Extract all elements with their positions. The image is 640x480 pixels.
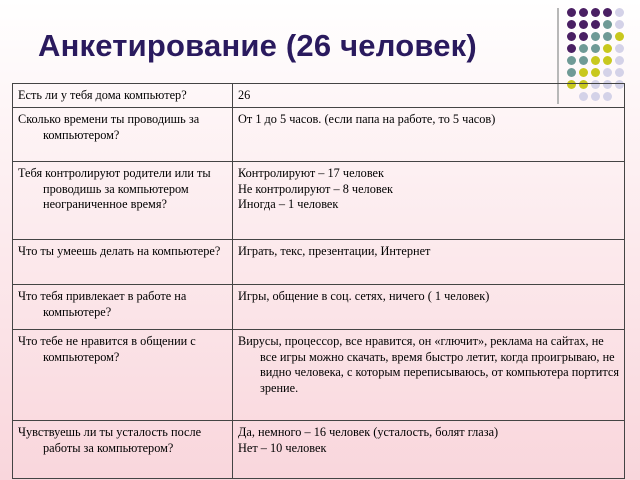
decorative-dot <box>615 20 624 29</box>
decorative-dot <box>591 68 600 77</box>
answer-line: Иногда – 1 человек <box>238 197 339 211</box>
answer-line: От 1 до 5 часов. (если папа на работе, то 5 часов) <box>238 112 496 126</box>
question-cell: Что тебе не нравится в общении с компьютером? <box>13 330 233 421</box>
decorative-dot <box>579 32 588 41</box>
decorative-dot <box>603 8 612 17</box>
table-row <box>13 108 625 162</box>
question-cell: Что ты умеешь делать на компьютере? <box>13 240 233 285</box>
answer-cell <box>233 108 625 162</box>
decorative-dot <box>567 56 576 65</box>
answer-line: Да, немного – 16 человек (усталость, болят глаза) <box>238 425 499 439</box>
decorative-dot <box>579 56 588 65</box>
table-row <box>13 84 625 108</box>
survey-table <box>12 83 625 479</box>
page-title: Анкетирование (26 человек) <box>38 28 477 63</box>
table-row <box>13 330 625 421</box>
answer-line: Играть, текс, презентации, Интернет <box>238 244 431 258</box>
question-cell: Есть ли у тебя дома компьютер? <box>13 84 233 108</box>
decorative-dot <box>615 32 624 41</box>
answer-cell <box>233 285 625 330</box>
answer-line: Контролируют – 17 человек <box>238 166 384 180</box>
decorative-dot <box>615 44 624 53</box>
answer-line: Вирусы, процессор, все нравится, он «глючит», реклама на сайтах, не все игры можно скачать, время быстро летит, когда проигрываю, не видно человека, с которым переписываюсь, от компьютера портится зрение. <box>238 334 619 395</box>
decorative-dot <box>567 68 576 77</box>
answer-cell <box>233 162 625 240</box>
decorative-dot <box>567 8 576 17</box>
survey-table-body <box>13 84 625 479</box>
answer-line: 26 <box>238 88 251 102</box>
decorative-dot <box>591 20 600 29</box>
answer-cell <box>233 330 625 421</box>
decorative-dot <box>591 8 600 17</box>
decorative-dot <box>567 44 576 53</box>
decorative-dot <box>603 56 612 65</box>
decorative-dot <box>591 44 600 53</box>
decorative-dot <box>567 20 576 29</box>
decorative-dot <box>603 32 612 41</box>
decorative-dot <box>615 68 624 77</box>
question-cell: Сколько времени ты проводишь за компьютером? <box>13 108 233 162</box>
answer-line: Игры, общение в соц. сетях, ничего ( 1 человек) <box>238 289 490 303</box>
table-row <box>13 240 625 285</box>
answer-cell <box>233 240 625 285</box>
decorative-dot <box>579 8 588 17</box>
question-cell: Что тебя привлекает в работе на компьютере? <box>13 285 233 330</box>
decorative-dot <box>579 68 588 77</box>
table-row <box>13 421 625 479</box>
question-cell: Тебя контролируют родители или ты проводишь за компьютером неограниченное время? <box>13 162 233 240</box>
decorative-dot <box>567 32 576 41</box>
decorative-dot <box>603 44 612 53</box>
answer-line: Нет – 10 человек <box>238 440 327 455</box>
decorative-dot <box>603 68 612 77</box>
table-row <box>13 285 625 330</box>
table-row <box>13 162 625 240</box>
answer-cell <box>233 84 625 108</box>
decorative-dot <box>579 20 588 29</box>
question-cell: Чувствуешь ли ты усталость после работы за компьютером? <box>13 421 233 479</box>
answer-cell <box>233 421 625 479</box>
decorative-dot <box>603 20 612 29</box>
answer-line: Не контролируют – 8 человек <box>238 181 394 196</box>
decorative-dot <box>615 56 624 65</box>
decorative-dot <box>591 32 600 41</box>
decorative-dot <box>579 44 588 53</box>
decorative-dot <box>591 56 600 65</box>
decorative-dot <box>615 8 624 17</box>
